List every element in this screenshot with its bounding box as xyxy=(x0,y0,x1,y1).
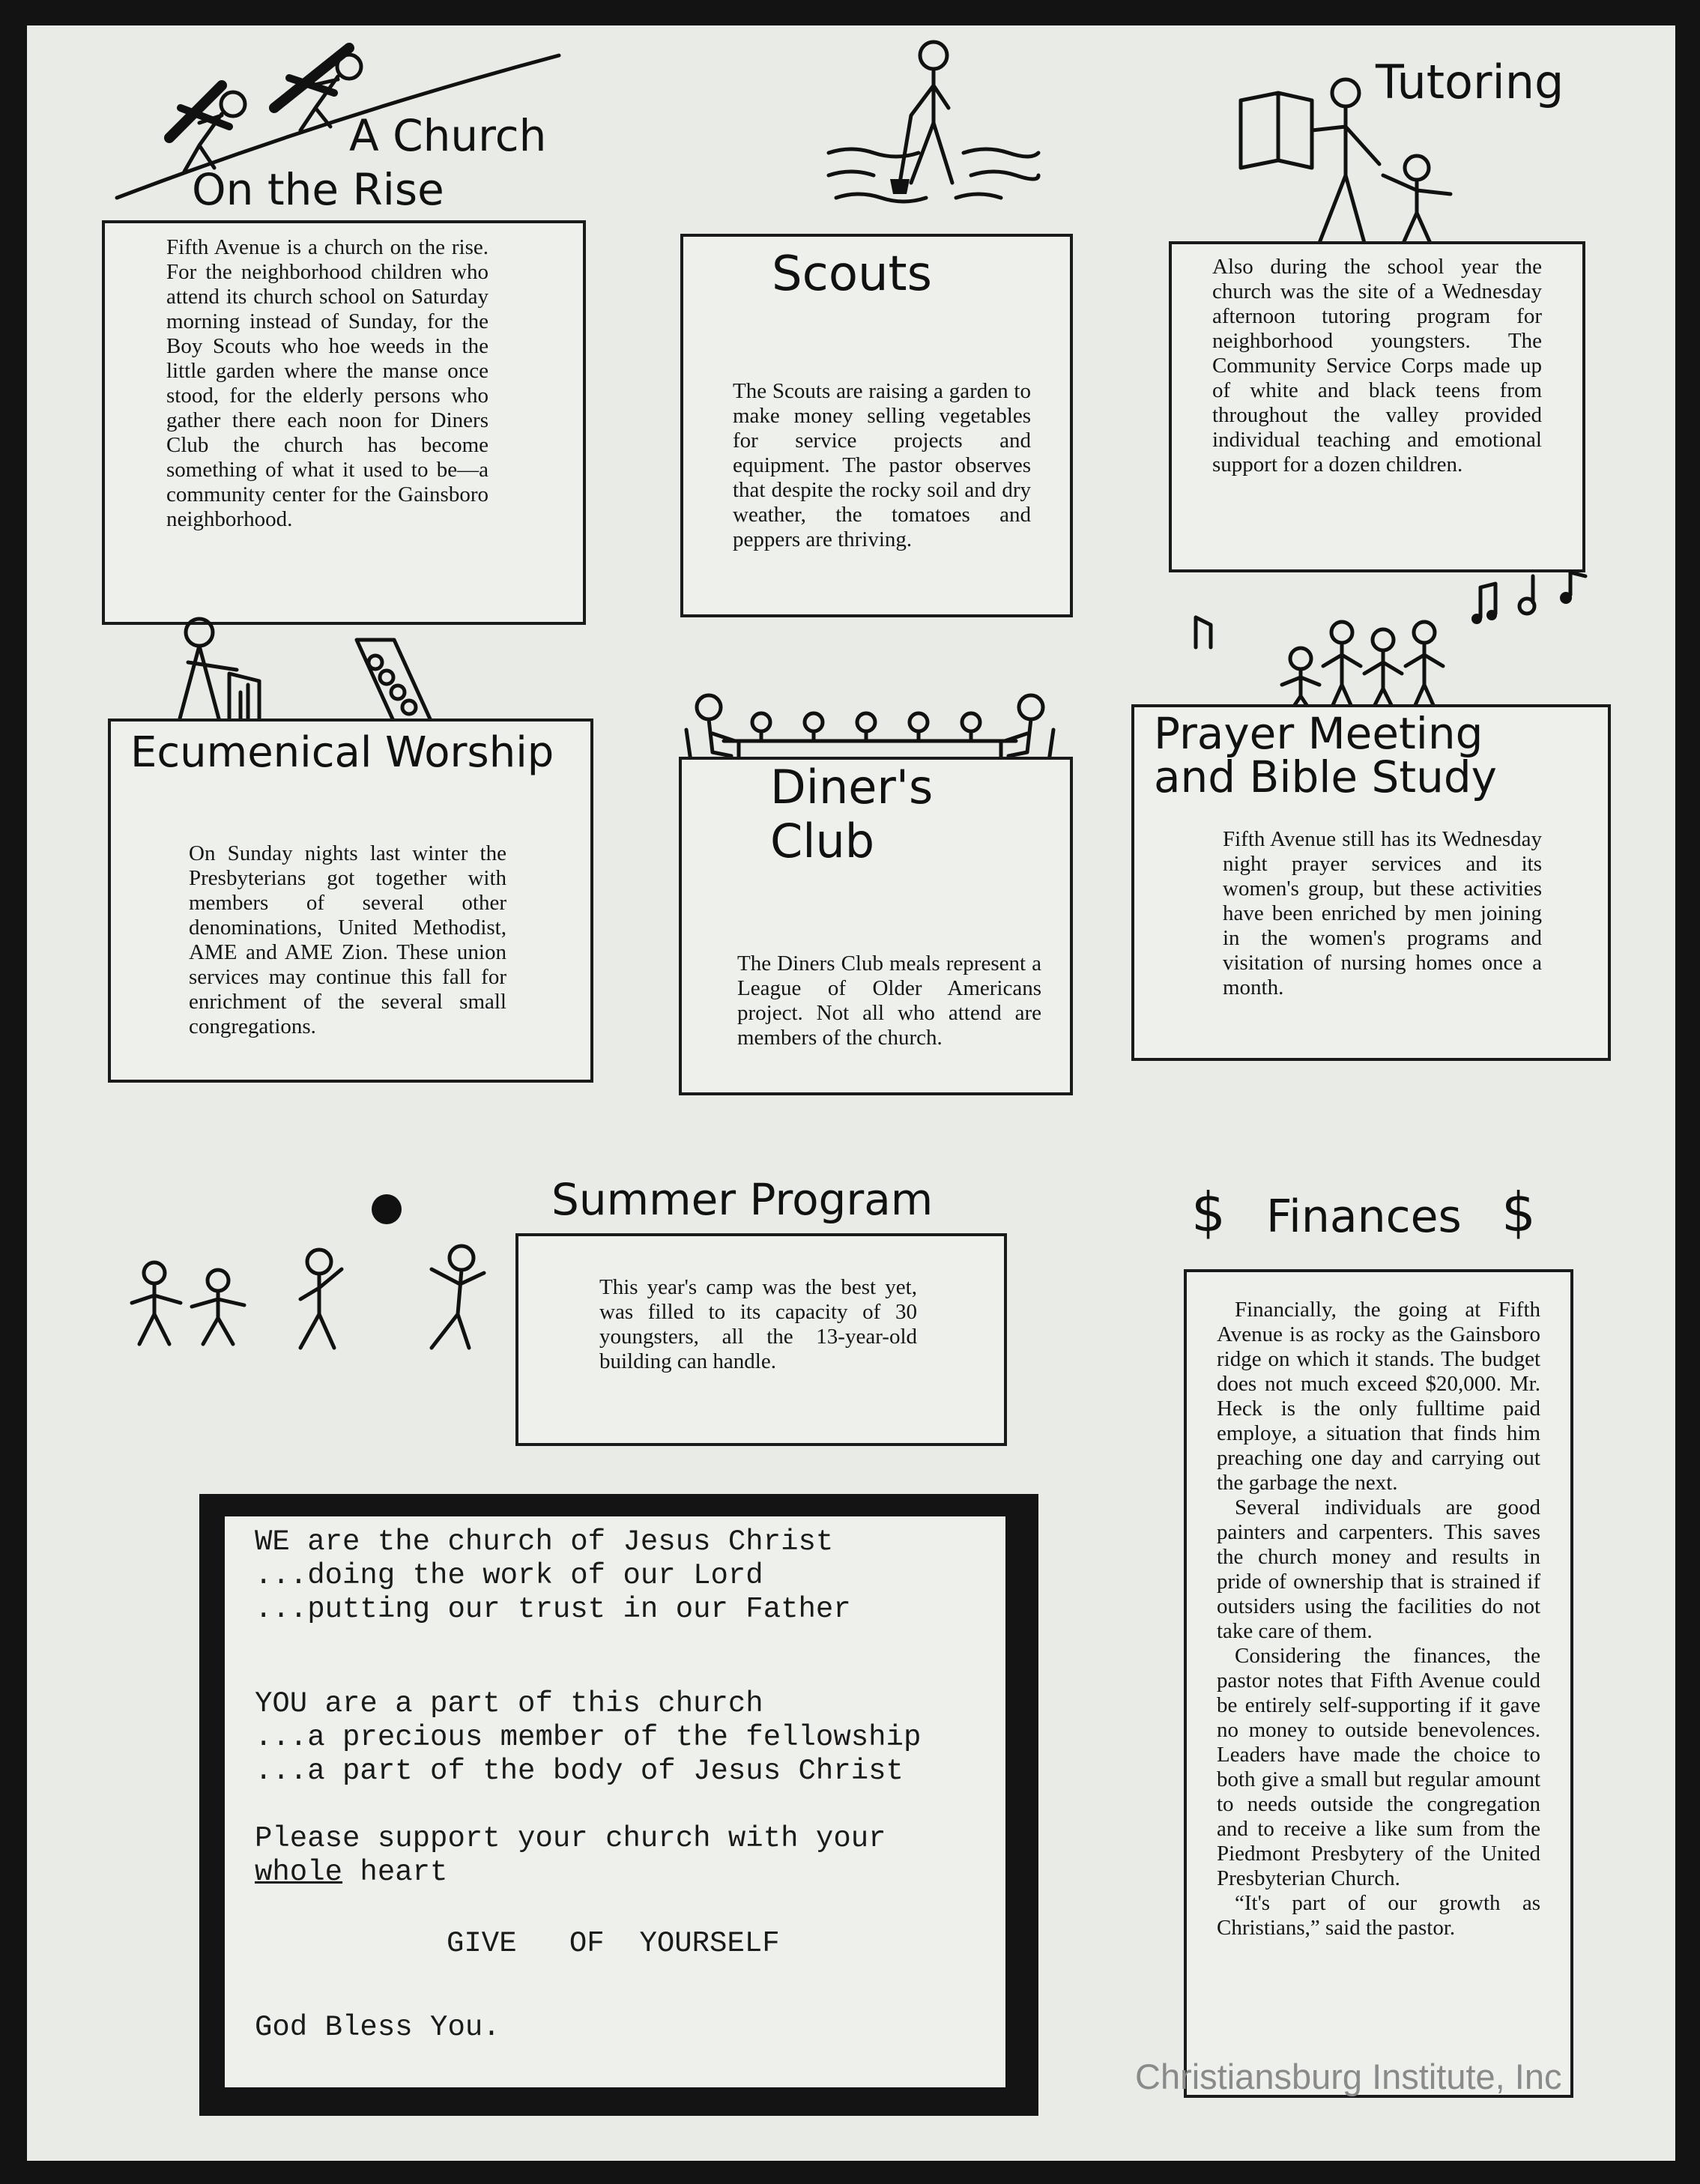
finances-box xyxy=(1184,1269,1573,2098)
prayer-body: Fifth Avenue still has its Wednesday night prayer services and its women's group, but these activities have been enriched by men joining in the women's programs and visitation of nursing homes once a month. xyxy=(1223,827,1542,999)
pledge-line: ...a part of the body of Jesus Christ xyxy=(255,1755,904,1788)
ecumenical-body: On Sunday nights last winter the Presbyterians got together with members of several other denominations, United Methodist, AME and AME Zion. These union services may continue this fall for enrichment of the several small congregations. xyxy=(189,841,506,1038)
pledge-line xyxy=(255,1856,447,1890)
scouts-box xyxy=(680,234,1073,617)
ecumenical-box xyxy=(108,719,593,1083)
church-rise-box xyxy=(102,220,586,625)
ecumenical-title: Ecumenical Worship xyxy=(130,728,554,777)
scouts-body: The Scouts are raising a garden to make money selling vegetables for service projects and equipment. The pastor observes that despite the rocky soil and dry weather, the tomatoes and peppers are thriving. xyxy=(733,379,1031,551)
gardener-illustration xyxy=(821,33,1046,220)
diners-title-line1: Diner's xyxy=(770,760,934,814)
pledge-line-rest: heart xyxy=(342,1856,448,1889)
finances-paragraph: Several individuals are good painters and carpenters. This saves the church money and results in pride of ownership that is strained if outsiders using the facilities do not take care of them. xyxy=(1217,1495,1540,1643)
finances-paragraph: Financially, the going at Fifth Avenue is as rocky as the Gainsboro ridge on which it stands. The budget does not much exceed $20,000. Mr. Heck is the only fulltime paid employe, a situation that finds him preaching one day and carrying out the garbage the next. xyxy=(1217,1298,1540,1495)
summer-body: This year's camp was the best yet, was filled to its capacity of 30 youngsters, all the 13-year-old building can handle. xyxy=(599,1275,917,1373)
church-rise-title-line1: A Church xyxy=(349,110,547,161)
singers-illustration xyxy=(1181,572,1660,722)
watermark: Christiansburg Institute, Inc xyxy=(1135,2057,1562,2096)
pledge-line: WE are the church of Jesus Christ xyxy=(255,1525,834,1558)
dollar-icon: $ xyxy=(1501,1181,1536,1244)
diners-body: The Diners Club meals represent a League of Older Americans project. Not all who attend are members of the church. xyxy=(737,952,1041,1050)
finances-body xyxy=(1217,1298,1540,1941)
scouts-title: Scouts xyxy=(772,246,932,302)
diners-box xyxy=(679,757,1073,1095)
pledge-inner xyxy=(225,1516,1005,2087)
prayer-title-line2: and Bible Study xyxy=(1154,751,1497,802)
prayer-title-line1: Prayer Meeting xyxy=(1154,708,1483,759)
playing-children-illustration xyxy=(117,1179,506,1367)
summer-box xyxy=(515,1233,1007,1446)
finances-title: Finances xyxy=(1266,1191,1462,1243)
finances-paragraph: “It's part of our growth as Christians,” said the pastor. xyxy=(1217,1891,1540,1940)
diners-title-line2: Club xyxy=(770,814,875,868)
summer-title: Summer Program xyxy=(551,1174,934,1225)
newsletter-page xyxy=(27,25,1675,2161)
tutoring-title: Tutoring xyxy=(1376,55,1564,109)
pledge-line: God Bless You. xyxy=(255,2011,500,2044)
tutoring-box xyxy=(1169,241,1585,572)
pledge-line: ...a precious member of the fellowship xyxy=(255,1721,922,1754)
dollar-icon: $ xyxy=(1191,1181,1226,1244)
pledge-line: YOU are a part of this church xyxy=(255,1687,763,1720)
church-rise-body: Fifth Avenue is a church on the rise. For the neighborhood children who attend its church school on Saturday morning instead of Sunday, for the Boy Scouts who hoe weeds in the little garden where the manse once stood, for the elderly persons who gather there each noon for Diners Club the church has become something of what it used to be—a community center for the Gainsboro neighborhood. xyxy=(166,235,488,531)
pledge-line: ...putting our trust in our Father xyxy=(255,1593,851,1626)
pledge-underlined-word: whole xyxy=(255,1856,343,1889)
pledge-line: GIVE OF YOURSELF xyxy=(447,1927,780,1960)
prayer-box xyxy=(1131,704,1611,1061)
church-rise-title-line2: On the Rise xyxy=(192,164,444,215)
pledge-line: Please support your church with your xyxy=(255,1822,886,1855)
pledge-line: ...doing the work of our Lord xyxy=(255,1559,763,1592)
finances-paragraph: Considering the finances, the pastor notes that Fifth Avenue could be entirely self-supporting if it gave no money to outside benevolences. Leaders have made the choice to both give a small but regular amount to needs outside the congregation and to receive a like sum from the Piedmont Presbytery of the United Presbyterian Church. xyxy=(1217,1644,1540,1890)
pledge-box xyxy=(199,1494,1038,2116)
tutoring-body: Also during the school year the church was the site of a Wednesday afternoon tutoring program for neighborhood youngsters. The Community Service Corps made up of white and black teens from throughout the valley provided individual teaching and emotional support for a dozen children. xyxy=(1212,255,1542,477)
